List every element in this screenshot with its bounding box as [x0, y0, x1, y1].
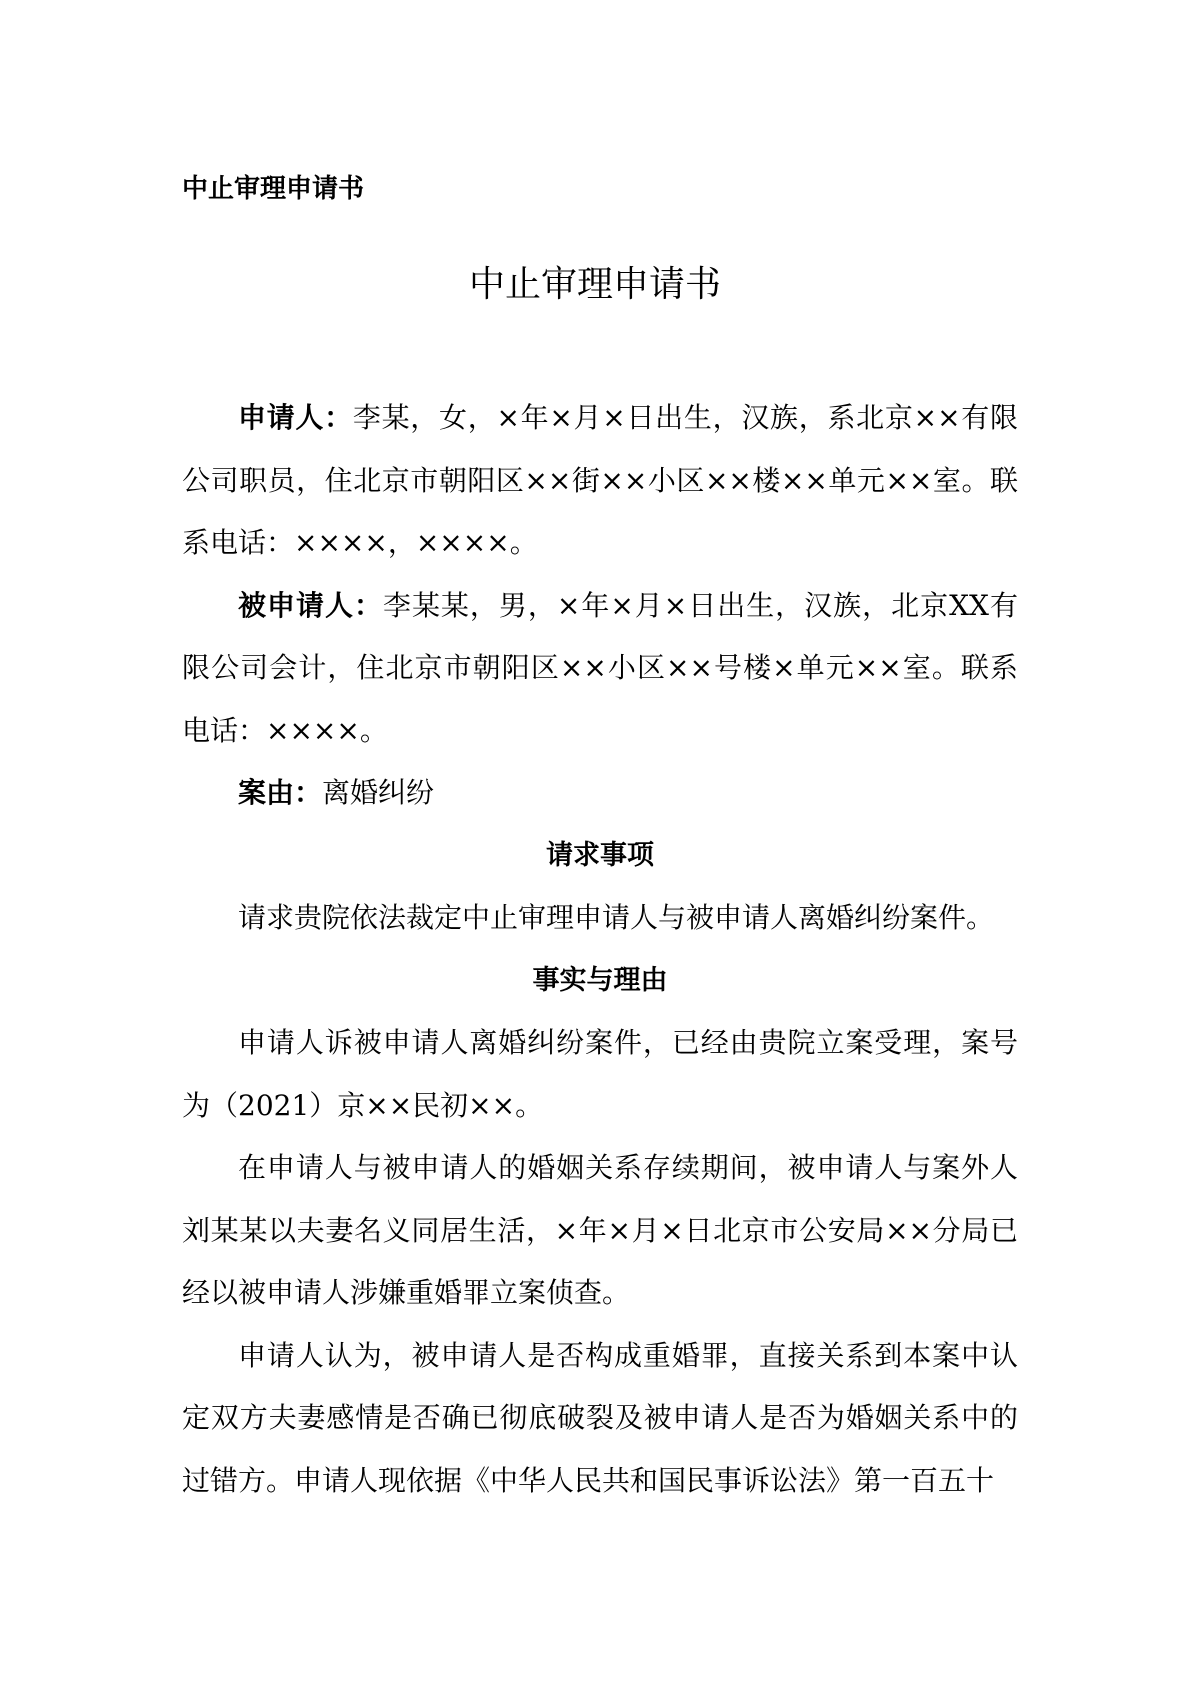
respondent-label: 被申请人：: [238, 588, 383, 622]
document-body: [182, 387, 1018, 1512]
applicant-text: 李某，女，×年×月×日出生，汉族，系北京××有限公司职员，住北京市朝阳区××街××小区××楼××单元××室。联系电话：××××，××××。: [182, 401, 1018, 559]
facts-heading: 事实与理由: [532, 964, 668, 996]
cause-label: 案由：: [238, 776, 323, 809]
request-paragraph: 请求贵院依法裁定中止审理申请人与被申请人离婚纠纷案件。: [238, 901, 995, 934]
respondent-paragraph: [182, 575, 1018, 763]
respondent-text: 李某某，男，×年×月×日出生，汉族，北京XX有限公司会计，住北京市朝阳区××小区××号楼×单元××室。联系电话：××××。: [182, 588, 1018, 747]
facts-paragraph-1: 申请人诉被申请人离婚纠纷案件，已经由贵院立案受理，案号为（2021）京××民初××。: [182, 1026, 1018, 1122]
cause-paragraph: [182, 762, 1018, 825]
applicant-label: 申请人：: [238, 401, 353, 434]
cause-text: 离婚纠纷: [322, 776, 435, 809]
facts-paragraph-3: 申请人认为，被申请人是否构成重婚罪，直接关系到本案中认定双方夫妻感情是否确已彻底破裂及被申请人是否为婚姻关系中的过错方。申请人现依据《中华人民共和国民事诉讼法》第一百五十: [182, 1338, 1018, 1497]
document-title: 中止审理申请书: [468, 264, 721, 305]
requests-heading: 请求事项: [546, 839, 654, 871]
header-title: 中止审理申请书: [182, 174, 365, 204]
applicant-paragraph: [182, 387, 1018, 575]
facts-paragraph-2: 在申请人与被申请人的婚姻关系存续期间，被申请人与案外人刘某某以夫妻名义同居生活，×年×月×日北京市公安局××分局已经以被申请人涉嫌重婚罪立案侦查。: [182, 1151, 1018, 1309]
